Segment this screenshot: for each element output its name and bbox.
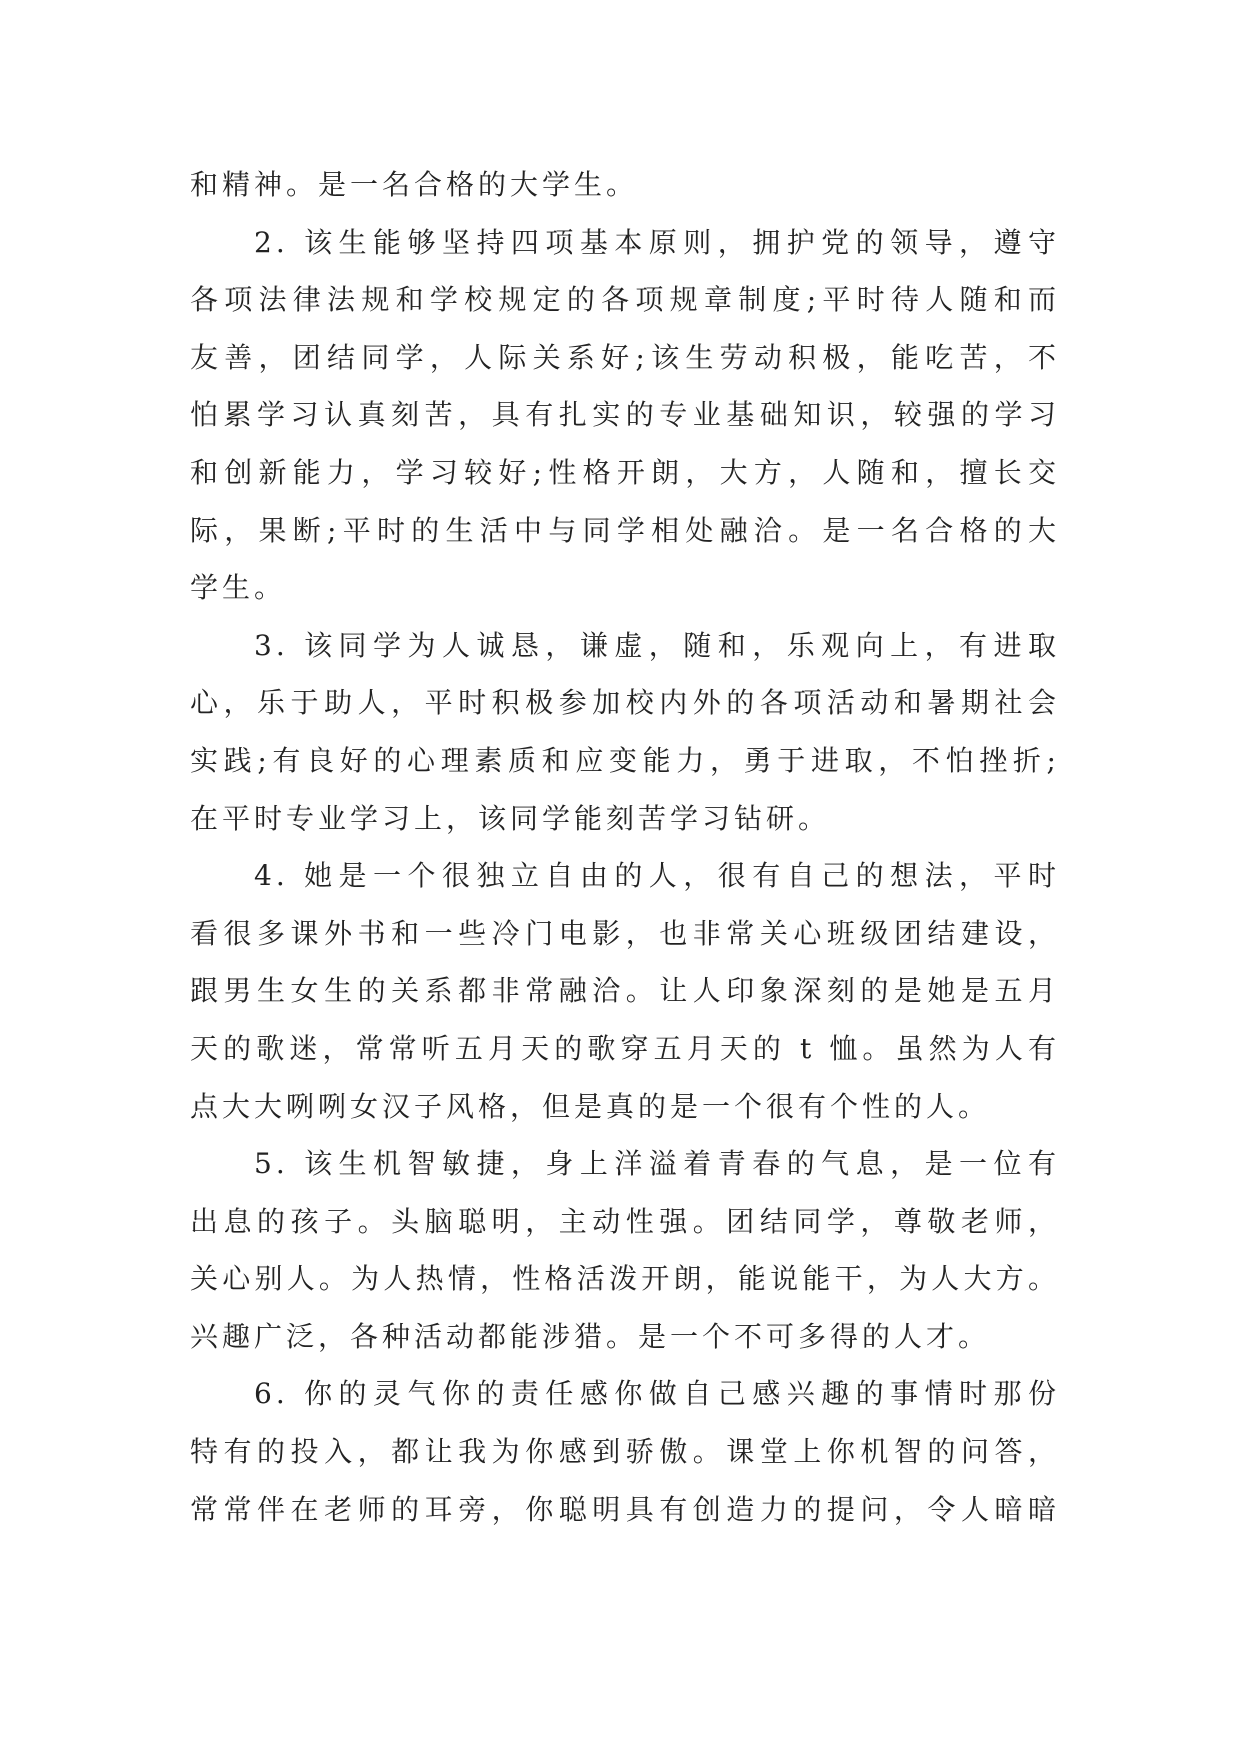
text-line: 4. 她是一个很独立自由的人，很有自己的想法，平时 bbox=[254, 859, 1060, 893]
text-line: 心，乐于助人，平时积极参加校内外的各项活动和暑期社会 bbox=[190, 686, 1060, 720]
text-line: 点大大咧咧女汉子风格，但是真的是一个很有个性的人。 bbox=[190, 1089, 991, 1123]
text-line: 学生。 bbox=[190, 571, 287, 605]
document-body bbox=[190, 156, 1060, 1538]
text-line: 特有的投入，都让我为你感到骄傲。课堂上你机智的问答， bbox=[190, 1435, 1060, 1469]
paragraph-item-6 bbox=[190, 1365, 1060, 1538]
text-line: 常常伴在老师的耳旁，你聪明具有创造力的提问，令人暗暗 bbox=[190, 1492, 1060, 1526]
text-line: 在平时专业学习上，该同学能刻苦学习钻研。 bbox=[190, 801, 831, 835]
text-line: 天的歌迷，常常听五月天的歌穿五月天的 t 恤。虽然为人有 bbox=[190, 1031, 1060, 1065]
text-line: 2. 该生能够坚持四项基本原则，拥护党的领导，遵守 bbox=[254, 225, 1060, 259]
paragraph-item-4 bbox=[190, 847, 1060, 1135]
text-line: 5. 该生机智敏捷，身上洋溢着青春的气息，是一位有 bbox=[254, 1147, 1060, 1181]
text-line: 怕累学习认真刻苦，具有扎实的专业基础知识，较强的学习 bbox=[190, 398, 1060, 432]
text-line: 关心别人。为人热情，性格活泼开朗，能说能干，为人大方。 bbox=[190, 1262, 1060, 1296]
text-line: 跟男生女生的关系都非常融洽。让人印象深刻的是她是五月 bbox=[190, 974, 1060, 1008]
paragraph-item-2 bbox=[190, 214, 1060, 617]
text-line: 3. 该同学为人诚恳，谦虚，随和，乐观向上，有进取 bbox=[254, 628, 1060, 662]
text-line: 各项法律法规和学校规定的各项规章制度;平时待人随和而 bbox=[190, 283, 1060, 317]
text-line: 际，果断;平时的生活中与同学相处融洽。是一名合格的大 bbox=[190, 513, 1060, 547]
paragraph-item-5 bbox=[190, 1135, 1060, 1365]
text-line: 看很多课外书和一些冷门电影，也非常关心班级团结建设， bbox=[190, 916, 1060, 950]
text-line: 和创新能力，学习较好;性格开朗，大方，人随和，擅长交 bbox=[190, 455, 1060, 489]
text-line: 出息的孩子。头脑聪明，主动性强。团结同学，尊敬老师， bbox=[190, 1204, 1060, 1238]
text-line: 6. 你的灵气你的责任感你做自己感兴趣的事情时那份 bbox=[254, 1377, 1060, 1411]
text-line: 和精神。是一名合格的大学生。 bbox=[190, 168, 639, 201]
paragraph-continuation bbox=[190, 156, 1060, 214]
text-line: 友善，团结同学，人际关系好;该生劳动积极，能吃苦，不 bbox=[190, 340, 1060, 374]
paragraph-item-3 bbox=[190, 617, 1060, 847]
text-line: 兴趣广泛，各种活动都能涉猎。是一个不可多得的人才。 bbox=[190, 1319, 991, 1353]
text-line: 实践;有良好的心理素质和应变能力，勇于进取，不怕挫折; bbox=[190, 743, 1060, 777]
